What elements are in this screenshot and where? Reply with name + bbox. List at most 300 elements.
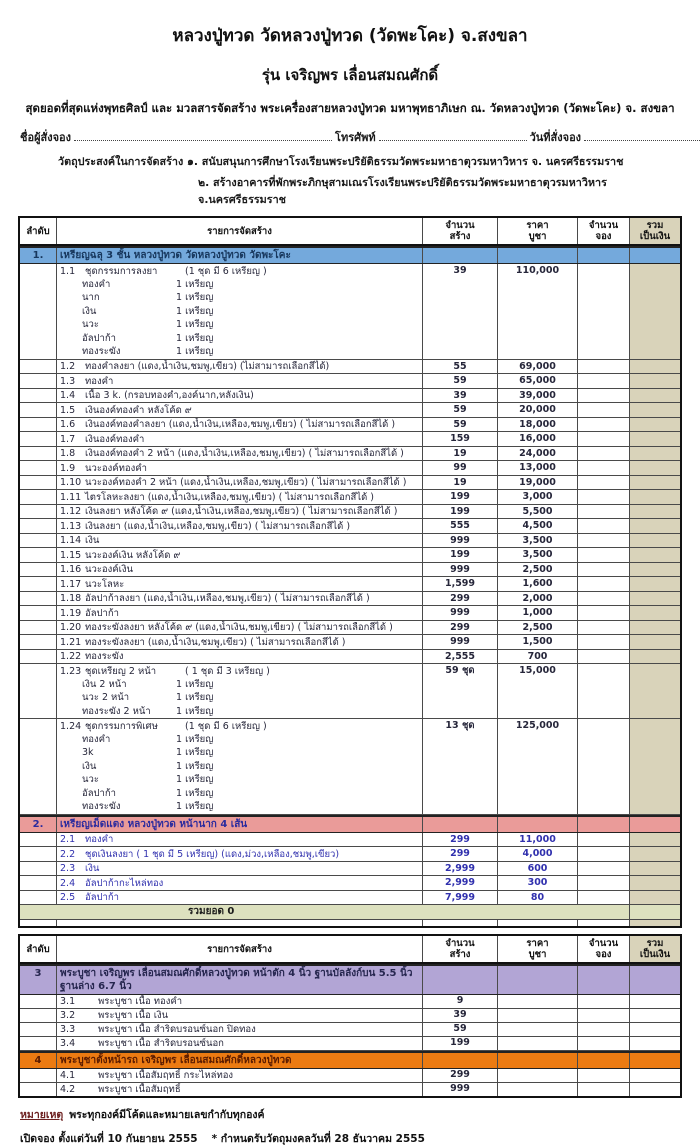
item-qty-cell: 59 [423, 418, 498, 432]
item-qty-cell: 299 [423, 847, 498, 861]
item-order-qty-cell [578, 833, 630, 847]
item-desc-cell [57, 418, 423, 432]
sub-material: นวะ 2 หน้า [82, 692, 130, 703]
item-name: เงิน [85, 535, 100, 546]
sub-count: 1 เหรียญ [176, 774, 214, 785]
item-number: 1.24 [60, 720, 82, 732]
item-total-cell [630, 650, 680, 664]
item-name: ทองคำลงยา (แดง,น้ำเงิน,ชมพู,เขียว) (ไม่สามารถเลือกสีได้) [85, 361, 330, 372]
item-qty-cell: 299 [423, 592, 498, 606]
sub-count: 1 เหรียญ [176, 278, 214, 290]
sub-material: อัลปาก้า [82, 332, 116, 344]
item-price-cell [498, 1009, 578, 1022]
section-number: 3 [20, 966, 57, 994]
item-desc-cell [57, 635, 423, 649]
item-sub-row [60, 332, 419, 346]
col-header-total: รวม เป็นเงิน [630, 218, 680, 244]
item-price-cell [498, 995, 578, 1008]
item-desc-cell [57, 650, 423, 664]
sub-count: 1 เหรียญ [176, 332, 214, 344]
item-order-qty-cell [578, 432, 630, 446]
item-order-qty-cell [578, 891, 630, 905]
item-number: 1.4 [60, 390, 76, 401]
item-sub-row [60, 746, 419, 760]
item-number: 1.11 [60, 491, 82, 503]
item-row [20, 891, 680, 906]
item-row [20, 592, 680, 607]
item-row [20, 577, 680, 592]
section-title: เหรียญฉลุ 3 ชั้น หลวงปู่ทวด วัดหลวงปู่ทวด วัดพะโคะ [57, 248, 423, 263]
item-desc-cell [57, 264, 423, 359]
item-total-cell [630, 490, 680, 504]
item-name: นวะองค์ทองคำ [85, 462, 147, 474]
item-name: เงิน [85, 863, 100, 874]
item-price-cell: 69,000 [498, 360, 578, 374]
sub-material: ทองคำ [82, 278, 111, 290]
item-price-cell: 2,500 [498, 621, 578, 635]
item-order-qty-cell [578, 635, 630, 649]
item-row [20, 432, 680, 447]
item-qty-cell: 999 [423, 635, 498, 649]
item-price-cell: 20,000 [498, 403, 578, 417]
item-row [20, 418, 680, 433]
item-price-cell: 3,000 [498, 490, 578, 504]
col-header-qty: จำนวน สร้าง [423, 218, 498, 244]
item-row [20, 1069, 680, 1083]
item-name: นวะองค์เงิน [85, 564, 134, 575]
item-price-cell: 13,000 [498, 461, 578, 475]
item-price-cell: 16,000 [498, 432, 578, 446]
item-number: 1.3 [60, 375, 76, 387]
item-total-cell [630, 360, 680, 374]
item-row [20, 1023, 680, 1037]
item-qty-cell: 299 [423, 833, 498, 847]
item-qty-cell: 999 [423, 1083, 498, 1096]
item-number: 1.17 [60, 578, 82, 590]
item-order-qty-cell [578, 563, 630, 577]
item-note: (1 ชุด มี 6 เหรียญ ) [185, 720, 267, 732]
item-name: อัลปาก้า [85, 892, 119, 903]
sub-material: ทองระฆัง [82, 801, 121, 812]
col-header-no: ลำดับ [20, 218, 57, 244]
orderer-name-label: ชื่อผู้สั่งจอง [20, 131, 72, 144]
item-desc-cell [57, 490, 423, 504]
item-price-cell: 600 [498, 862, 578, 876]
section-title: เหรียญเม็ดแตง หลวงปู่ทวด หน้านาก 4 เส้น [57, 817, 423, 832]
item-sub-row [60, 318, 419, 332]
item-row [20, 995, 680, 1009]
item-number: 2.3 [60, 863, 76, 874]
item-order-qty-cell [578, 577, 630, 591]
item-price-cell: 125,000 [498, 719, 578, 814]
item-sub-row [60, 733, 419, 747]
item-desc-cell [57, 548, 423, 562]
item-price-cell: 15,000 [498, 664, 578, 718]
item-price-cell: 1,000 [498, 606, 578, 620]
item-order-qty-cell [578, 374, 630, 388]
item-row [20, 876, 680, 891]
sub-count: 1 เหรียญ [176, 292, 214, 303]
item-total-cell [630, 505, 680, 519]
item-qty-cell: 59 ชุด [423, 664, 498, 718]
order-table-2 [18, 934, 682, 1098]
item-qty-cell: 39 [423, 264, 498, 359]
item-total-cell [630, 592, 680, 606]
item-desc-cell [57, 1023, 423, 1036]
sub-material: เงิน [82, 305, 97, 317]
item-row [20, 621, 680, 636]
sub-count: 1 เหรียญ [176, 787, 214, 799]
item-qty-cell: 2,999 [423, 876, 498, 890]
item-qty-cell: 99 [423, 461, 498, 475]
item-qty-cell: 999 [423, 606, 498, 620]
item-qty-cell: 555 [423, 519, 498, 533]
item-desc-cell [57, 621, 423, 635]
item-row [20, 719, 680, 815]
item-row [20, 1037, 680, 1051]
item-price-cell: 65,000 [498, 374, 578, 388]
item-total-cell [630, 374, 680, 388]
item-total-cell [630, 621, 680, 635]
item-total-cell [630, 847, 680, 861]
item-name: เงินองค์ทองคำ [85, 433, 145, 445]
item-name: ชุดกรรมการพิเศษ [85, 720, 158, 732]
form-tagline: สุดยอดที่สุดแห่งพุทธศิลป์ และ มวลสารจัดสร้าง พระเครื่องสายหลวงปู่ทวด มหาพุทธาภิเษก ณ. วัดหลวงปู่ทวด (วัดพะโคะ) จ. สงขลา [25, 101, 675, 115]
item-desc-cell [57, 563, 423, 577]
sub-material: เงิน 2 หน้า [82, 678, 127, 690]
item-order-qty-cell [578, 995, 630, 1008]
item-total-cell [630, 876, 680, 890]
item-row [20, 519, 680, 534]
order-info-line [20, 128, 680, 146]
phone-blank [379, 131, 527, 141]
item-order-qty-cell [578, 447, 630, 461]
sub-material: 3k [82, 747, 94, 758]
item-order-qty-cell [578, 1083, 630, 1096]
section-title: พระบูชา เจริญพร เลื่อนสมณศักดิ์หลวงปู่ทวด หน้าตัก 4 นิ้ว ฐานบัลลังก์บน 5.5 นิ้ว ฐานล่าง 6.7 นิ้ว [57, 966, 423, 994]
item-desc-cell [57, 447, 423, 461]
item-order-qty-cell [578, 418, 630, 432]
item-number: 1.20 [60, 622, 82, 633]
sub-count: 1 เหรียญ [176, 760, 214, 772]
item-sub-row [60, 691, 419, 705]
item-desc-cell [57, 1009, 423, 1022]
item-name: พระบูชา เนื้อสัมฤทธิ์ [98, 1083, 181, 1095]
item-price-cell: 5,500 [498, 505, 578, 519]
item-order-qty-cell [578, 621, 630, 635]
item-row [20, 664, 680, 719]
item-qty-cell: 59 [423, 1023, 498, 1036]
item-desc-cell [57, 403, 423, 417]
item-name: อัลปาก้า [85, 607, 119, 619]
item-order-qty-cell [578, 461, 630, 475]
col-header-desc: รายการจัดสร้าง [57, 936, 423, 962]
item-price-cell: 110,000 [498, 264, 578, 359]
section-number: 4 [20, 1053, 57, 1068]
item-name: อัลปาก้ากะไหล่ทอง [85, 877, 164, 889]
item-desc-cell [57, 592, 423, 606]
item-desc-cell [57, 833, 423, 847]
summary-label: รวมยอด 0 [20, 905, 630, 919]
item-price-cell: 2,500 [498, 563, 578, 577]
item-row [20, 833, 680, 848]
section-header-row [20, 815, 680, 833]
item-row [20, 847, 680, 862]
booking-open-text: เปิดจอง ตั้งแต่วันที่ 10 กันยายน 2555 [20, 1133, 198, 1145]
item-row [20, 403, 680, 418]
item-total-cell [630, 1023, 680, 1036]
item-price-cell: 2,000 [498, 592, 578, 606]
item-name: ทองระฆังลงยา หลังโค้ด ๙ (แดง,น้ำเงิน,ชมพู,เขียว) ( ไม่สามารถเลือกสีได้ ) [85, 622, 393, 633]
item-name: พระบูชา เนื้อ ทองคำ [98, 995, 183, 1007]
item-total-cell [630, 891, 680, 905]
item-sub-row [60, 773, 419, 787]
item-row [20, 360, 680, 375]
item-sub-row [60, 345, 419, 359]
item-total-cell [630, 833, 680, 847]
item-row [20, 635, 680, 650]
filler-row [20, 920, 680, 926]
item-price-cell: 4,000 [498, 847, 578, 861]
item-order-qty-cell [578, 534, 630, 548]
item-note: ( 1 ชุด มี 3 เหรียญ ) [185, 665, 270, 677]
item-number: 4.2 [60, 1083, 76, 1095]
item-desc-cell [57, 719, 423, 814]
item-number: 1.16 [60, 564, 82, 575]
item-qty-cell: 199 [423, 505, 498, 519]
item-row [20, 264, 680, 360]
sub-count: 1 เหรียญ [176, 705, 214, 717]
item-order-qty-cell [578, 719, 630, 814]
item-number: 3.3 [60, 1023, 76, 1035]
item-total-cell [630, 606, 680, 620]
item-price-cell: 80 [498, 891, 578, 905]
item-sub-row [60, 678, 419, 692]
form-footer [20, 1106, 680, 1147]
item-name: นวะโลหะ [85, 578, 125, 590]
sub-material: ทองระฆัง 2 หน้า [82, 705, 151, 717]
item-desc-cell [57, 476, 423, 490]
form-title: หลวงปู่ทวด วัดหลวงปู่ทวด (วัดพะโคะ) จ.สงขลา [172, 26, 528, 46]
item-sub-row [60, 787, 419, 801]
item-desc-cell [57, 876, 423, 890]
item-order-qty-cell [578, 389, 630, 403]
item-number: 3.2 [60, 1009, 76, 1021]
item-row [20, 374, 680, 389]
item-desc-cell [57, 374, 423, 388]
item-desc-cell [57, 360, 423, 374]
item-row [20, 490, 680, 505]
item-qty-cell: 199 [423, 1037, 498, 1050]
item-price-cell: 300 [498, 876, 578, 890]
item-desc-cell [57, 505, 423, 519]
item-number: 1.15 [60, 549, 82, 561]
item-number: 1.7 [60, 433, 76, 445]
sub-material: นาก [82, 292, 100, 303]
item-qty-cell: 19 [423, 447, 498, 461]
item-name: นวะองค์เงิน หลังโค้ด ๙ [85, 549, 181, 561]
col-header-desc: รายการจัดสร้าง [57, 218, 423, 244]
item-name: ทองคำ [85, 375, 114, 387]
item-total-cell [630, 719, 680, 814]
sub-count: 1 เหรียญ [176, 733, 214, 745]
col-header-order: จำนวน จอง [578, 218, 630, 244]
item-sub-row [60, 278, 419, 292]
sub-count: 1 เหรียญ [176, 801, 214, 812]
col-header-price: ราคา บูชา [498, 218, 578, 244]
item-qty-cell: 999 [423, 563, 498, 577]
item-order-qty-cell [578, 519, 630, 533]
item-sub-row [60, 305, 419, 319]
item-qty-cell: 299 [423, 1069, 498, 1082]
item-qty-cell: 159 [423, 432, 498, 446]
phone-label: โทรศัพท์ [335, 131, 376, 144]
item-desc-cell [57, 1069, 423, 1082]
orderer-name-blank [74, 131, 332, 141]
item-name: เงินองค์ทองคำลงยา (แดง,น้ำเงิน,เหลือง,ชมพู,เขียว) ( ไม่สามารถเลือกสีได้ ) [85, 419, 396, 430]
item-desc-cell [57, 389, 423, 403]
section-title: พระบูชาตั้งหน้ารถ เจริญพร เลื่อนสมณศักดิ์หลวงปู่ทวด [57, 1053, 423, 1068]
sub-material: ทองคำ [82, 733, 111, 745]
item-total-cell [630, 664, 680, 718]
item-desc-cell [57, 995, 423, 1008]
item-order-qty-cell [578, 505, 630, 519]
item-price-cell [498, 1023, 578, 1036]
item-order-qty-cell [578, 650, 630, 664]
sub-count: 1 เหรียญ [176, 692, 214, 703]
item-total-cell [630, 432, 680, 446]
item-order-qty-cell [578, 606, 630, 620]
item-number: 4.1 [60, 1069, 76, 1081]
item-name: ทองคำ [85, 834, 114, 845]
item-row [20, 447, 680, 462]
item-order-qty-cell [578, 862, 630, 876]
item-sub-row [60, 291, 419, 305]
item-total-cell [630, 1083, 680, 1096]
item-price-cell: 3,500 [498, 548, 578, 562]
item-total-cell [630, 1037, 680, 1050]
item-total-cell [630, 1069, 680, 1082]
item-total-cell [630, 534, 680, 548]
item-price-cell: 700 [498, 650, 578, 664]
item-total-cell [630, 563, 680, 577]
item-row [20, 1009, 680, 1023]
item-desc-cell [57, 1037, 423, 1050]
item-price-cell: 4,500 [498, 519, 578, 533]
section-number: 2. [20, 817, 57, 832]
item-name: ไตรโลหะลงยา (แดง,น้ำเงิน,เหลือง,ชมพู,เขียว) ( ไม่สามารถเลือกสีได้ ) [85, 491, 375, 503]
item-price-cell: 24,000 [498, 447, 578, 461]
item-number: 1.1 [60, 265, 76, 277]
item-number: 3.4 [60, 1037, 76, 1049]
item-number: 2.1 [60, 834, 76, 845]
item-row [20, 563, 680, 578]
item-row [20, 476, 680, 491]
item-price-cell: 39,000 [498, 389, 578, 403]
item-number: 1.2 [60, 361, 76, 372]
item-desc-cell [57, 534, 423, 548]
item-name: อัลปาก้าลงยา (แดง,น้ำเงิน,เหลือง,ชมพู,เขียว) ( ไม่สามารถเลือกสีได้ ) [85, 593, 370, 604]
item-qty-cell: 59 [423, 403, 498, 417]
sub-material: นวะ [82, 319, 99, 330]
item-name: เงินลงยา (แดง,น้ำเงิน,เหลือง,ชมพู,เขียว) ( ไม่สามารถเลือกสีได้ ) [85, 520, 351, 532]
item-price-cell: 18,000 [498, 418, 578, 432]
purpose-line-2: ๒. สร้างอาคารที่พักพระภิกษุสามเณรโรงเรียนพระปริยัติธรรมวัดพระมหาธาตุวรมหาวิหาร จ.นครศรีธรรมราช [198, 176, 607, 206]
item-desc-cell [57, 664, 423, 718]
item-row [20, 461, 680, 476]
item-number: 1.9 [60, 462, 76, 474]
item-row [20, 505, 680, 520]
item-name: เนื้อ 3 k. (กรอบทองคำ,องค์นาก,หลังเงิน) [85, 390, 254, 401]
column-header-row [20, 218, 680, 246]
item-number: 1.22 [60, 651, 82, 662]
item-qty-cell: 999 [423, 534, 498, 548]
item-qty-cell: 2,999 [423, 862, 498, 876]
sub-count: 1 เหรียญ [176, 319, 214, 330]
item-name: ชุดเหรียญ 2 หน้า [85, 665, 157, 677]
col-header-qty: จำนวน สร้าง [423, 936, 498, 962]
booking-line [20, 1130, 680, 1147]
item-total-cell [630, 862, 680, 876]
item-total-cell [630, 403, 680, 417]
section-number: 1. [20, 248, 57, 263]
col-header-total: รวม เป็นเงิน [630, 936, 680, 962]
item-qty-cell: 2,555 [423, 650, 498, 664]
item-number: 1.21 [60, 636, 82, 648]
sub-count: 1 เหรียญ [176, 678, 214, 690]
item-name: พระบูชา เนื้อ สำริดบรอนซ์นอก [98, 1037, 224, 1049]
item-number: 1.23 [60, 665, 82, 677]
item-row [20, 389, 680, 404]
item-order-qty-cell [578, 548, 630, 562]
item-name: ทองระฆัง [85, 651, 124, 662]
item-total-cell [630, 476, 680, 490]
item-total-cell [630, 418, 680, 432]
item-number: 1.8 [60, 448, 76, 459]
item-price-cell: 11,000 [498, 833, 578, 847]
item-order-qty-cell [578, 1069, 630, 1082]
col-header-order: จำนวน จอง [578, 936, 630, 962]
purpose-line-1: วัตถุประสงค์ในการจัดสร้าง ๑. สนับสนุนการศึกษาโรงเรียนพระปริยัติธรรมวัดพระมหาธาตุวรมหาวิหาร จ. นครศรีธรรมราช [58, 155, 624, 168]
item-qty-cell: 55 [423, 360, 498, 374]
item-name: เงินองค์ทองคำ หลังโค้ด ๙ [85, 404, 192, 416]
item-qty-cell: 59 [423, 374, 498, 388]
item-order-qty-cell [578, 264, 630, 359]
item-order-qty-cell [578, 876, 630, 890]
item-order-qty-cell [578, 476, 630, 490]
item-order-qty-cell [578, 403, 630, 417]
item-order-qty-cell [578, 664, 630, 718]
item-number: 2.2 [60, 848, 76, 860]
item-number: 1.6 [60, 419, 76, 430]
item-total-cell [630, 577, 680, 591]
item-desc-cell [57, 432, 423, 446]
item-price-cell: 1,600 [498, 577, 578, 591]
sub-count: 1 เหรียญ [176, 747, 214, 758]
item-total-cell [630, 548, 680, 562]
sub-count: 1 เหรียญ [176, 305, 214, 317]
item-order-qty-cell [578, 490, 630, 504]
item-number: 1.12 [60, 506, 82, 517]
item-qty-cell: 7,999 [423, 891, 498, 905]
form-subtitle: รุ่น เจริญพร เลื่อนสมณศักดิ์ [261, 66, 439, 84]
item-number: 1.5 [60, 404, 76, 416]
item-order-qty-cell [578, 1037, 630, 1050]
section-header-row [20, 964, 680, 995]
item-sub-row [60, 800, 419, 814]
sub-material: นวะ [82, 774, 99, 785]
item-name: ชุดเงินลงยา ( 1 ชุด มี 5 เหรียญ) (แดง,ม่วง,เหลือง,ชมพู,เขียว) [85, 848, 340, 860]
